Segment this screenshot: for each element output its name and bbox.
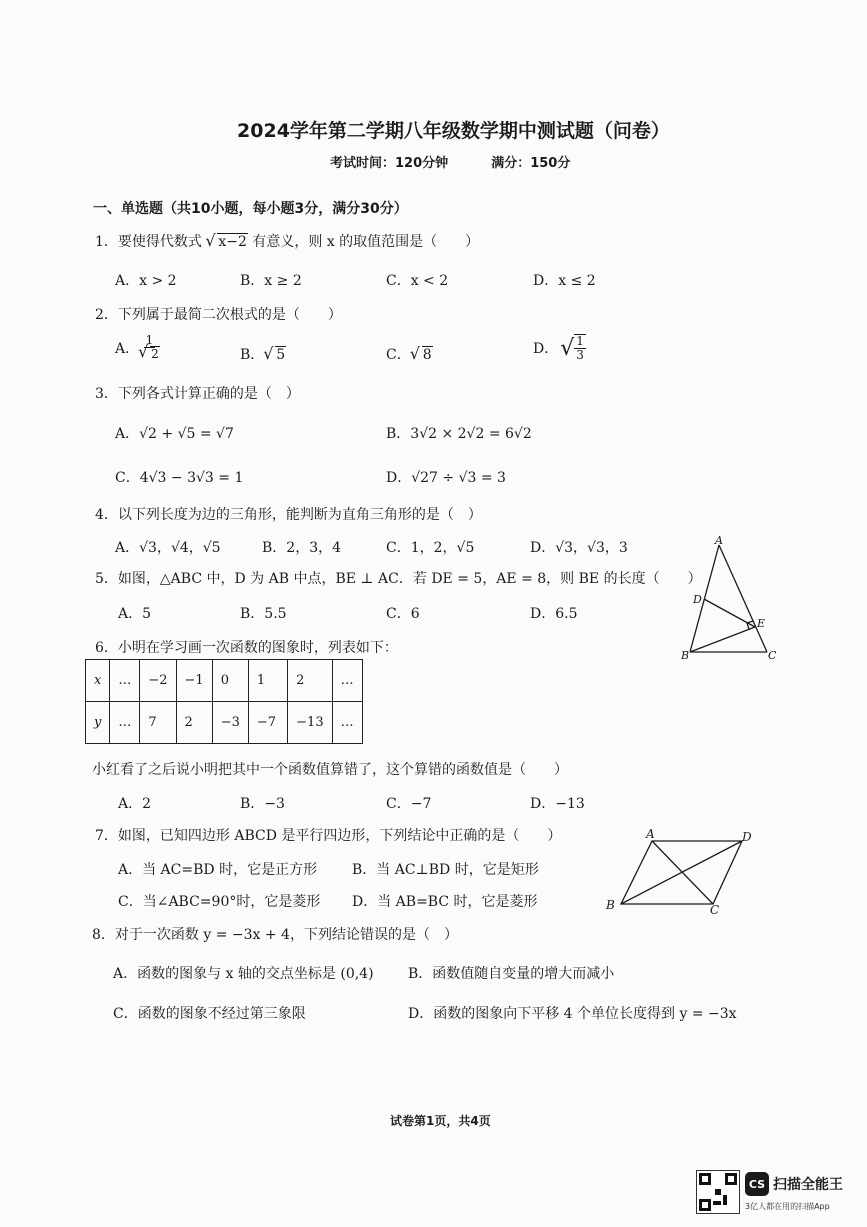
table-row: x … −2 −1 0 1 2 … [86, 660, 363, 702]
q6-option-c[interactable]: C．−7 [386, 796, 432, 812]
exam-score: 满分：150分 [491, 156, 571, 171]
q7-option-c[interactable]: C．当∠ABC=90°时，它是菱形 [118, 894, 321, 910]
question-4-stem: 4．以下列长度为边的三角形，能判断为直角三角形的是（ ） [95, 507, 482, 523]
q8-option-d[interactable]: D．函数的图象向下平移 4 个单位长度得到 y = −3x [408, 1006, 737, 1022]
q4-option-b[interactable]: B．2，3，4 [262, 540, 342, 556]
parallelogram-figure [600, 826, 765, 918]
q1-option-c[interactable]: C．x < 2 [386, 273, 449, 289]
label-e: E [757, 617, 766, 630]
label-d: D [693, 593, 702, 606]
question-1-stem [95, 231, 479, 251]
section-title: 一、单选题（共10小题，每小题3分，满分30分） [93, 201, 408, 217]
exam-info [330, 152, 570, 171]
q7-option-d[interactable]: D．当 AB=BC 时，它是菱形 [352, 894, 538, 910]
brand-name: 扫描全能王 [773, 1177, 843, 1193]
label-b: B [681, 649, 690, 662]
question-8-stem: 8．对于一次函数 y = −3x + 4，下列结论错误的是（ ） [92, 927, 458, 943]
q5-option-d[interactable]: D．6.5 [530, 606, 578, 622]
page-title: 2024学年第二学期八年级数学期中测试题（问卷） [237, 120, 670, 142]
side-ac [719, 545, 767, 652]
diagonal-bd [621, 841, 742, 904]
question-1-prefix: 1．要使得代数式 [95, 234, 202, 250]
q3-option-a[interactable]: A．√2 + √5 = √7 [115, 426, 234, 442]
label-a: A [646, 827, 655, 841]
label-d: D [742, 830, 752, 844]
question-3-stem: 3．下列各式计算正确的是（ ） [95, 386, 300, 402]
scanner-brand [745, 1172, 843, 1196]
fraction: 1 √ 2 [139, 334, 160, 361]
question-5-stem: 5．如图，△ABC 中，D 为 AB 中点，BE ⊥ AC．若 DE = 5，AE = 8，则 BE 的长度（ ） [95, 571, 702, 587]
exam-time: 考试时间：120分钟 [330, 156, 449, 171]
label-c: C [710, 903, 720, 917]
label-a: A [715, 535, 723, 547]
q7-option-b[interactable]: B．当 AC⊥BD 时，它是矩形 [352, 862, 539, 878]
q3-option-d[interactable]: D．√27 ÷ √3 = 3 [386, 470, 506, 486]
q8-option-b[interactable]: B．函数值随自变量的增大而减小 [408, 966, 615, 982]
camscanner-logo-icon: CS [745, 1172, 769, 1196]
q1-option-b[interactable]: B．x ≥ 2 [240, 273, 302, 289]
fraction: $\frac{1}{3}$ [576, 334, 584, 362]
q2-option-c[interactable]: C．√ 8 [386, 344, 433, 364]
q3-option-c[interactable]: C．4√3 − 3√3 = 1 [115, 470, 244, 486]
q1-option-a[interactable]: A．x > 2 [115, 273, 177, 289]
question-6-followup: 小红看了之后说小明把其中一个函数值算错了，这个算错的函数值是（ ） [92, 762, 568, 778]
brand-tagline: 3亿人都在用的扫描App [745, 1202, 830, 1211]
q1-option-d[interactable]: D．x ≤ 2 [533, 273, 596, 289]
q8-option-c[interactable]: C．函数的图象不经过第三象限 [113, 1006, 306, 1022]
q5-option-b[interactable]: B．5.5 [240, 606, 287, 622]
page-footer: 试卷第1页，共4页 [390, 1114, 491, 1128]
q6-option-a[interactable]: A．2 [118, 796, 152, 812]
q8-option-a[interactable]: A．函数的图象与 x 轴的交点坐标是 (0,4) [113, 966, 374, 982]
question-2-stem: 2．下列属于最简二次根式的是（ ） [95, 307, 342, 323]
value-table [85, 659, 363, 744]
q4-option-a[interactable]: A．√3，√4，√5 [115, 540, 221, 556]
q4-option-d[interactable]: D．√3，√3，3 [530, 540, 628, 556]
label-b: B [606, 898, 615, 912]
question-6-stem: 6．小明在学习画一次函数的图象时，列表如下： [95, 640, 398, 656]
q5-option-a[interactable]: A．5 [118, 606, 152, 622]
q4-option-c[interactable]: C．1，2，√5 [386, 540, 475, 556]
q2-option-d[interactable]: D． √ $\frac{1}{3}$ [533, 334, 584, 362]
q3-option-b[interactable]: B．3√2 × 2√2 = 6√2 [386, 426, 532, 442]
q5-option-c[interactable]: C．6 [386, 606, 420, 622]
question-1-suffix: 有意义，则 x 的取值范围是（ ） [252, 234, 480, 250]
q2-option-b[interactable]: B．√ 5 [240, 344, 286, 364]
label-c: C [768, 649, 777, 662]
q2-option-a[interactable]: A． 1 √ 2 [115, 334, 160, 361]
question-7-stem: 7．如图，已知四边形 ABCD 是平行四边形，下列结论中正确的是（ ） [95, 828, 562, 844]
triangle-figure [675, 535, 785, 665]
table-row: y … 7 2 −3 −7 −13 … [86, 702, 363, 744]
q6-option-d[interactable]: D．−13 [530, 796, 585, 812]
sqrt-expression: √ x−2 [206, 234, 248, 250]
q6-option-b[interactable]: B．−3 [240, 796, 285, 812]
qr-code-icon [696, 1170, 740, 1214]
q7-option-a[interactable]: A．当 AC=BD 时，它是正方形 [118, 862, 318, 878]
segment-be [690, 627, 755, 652]
